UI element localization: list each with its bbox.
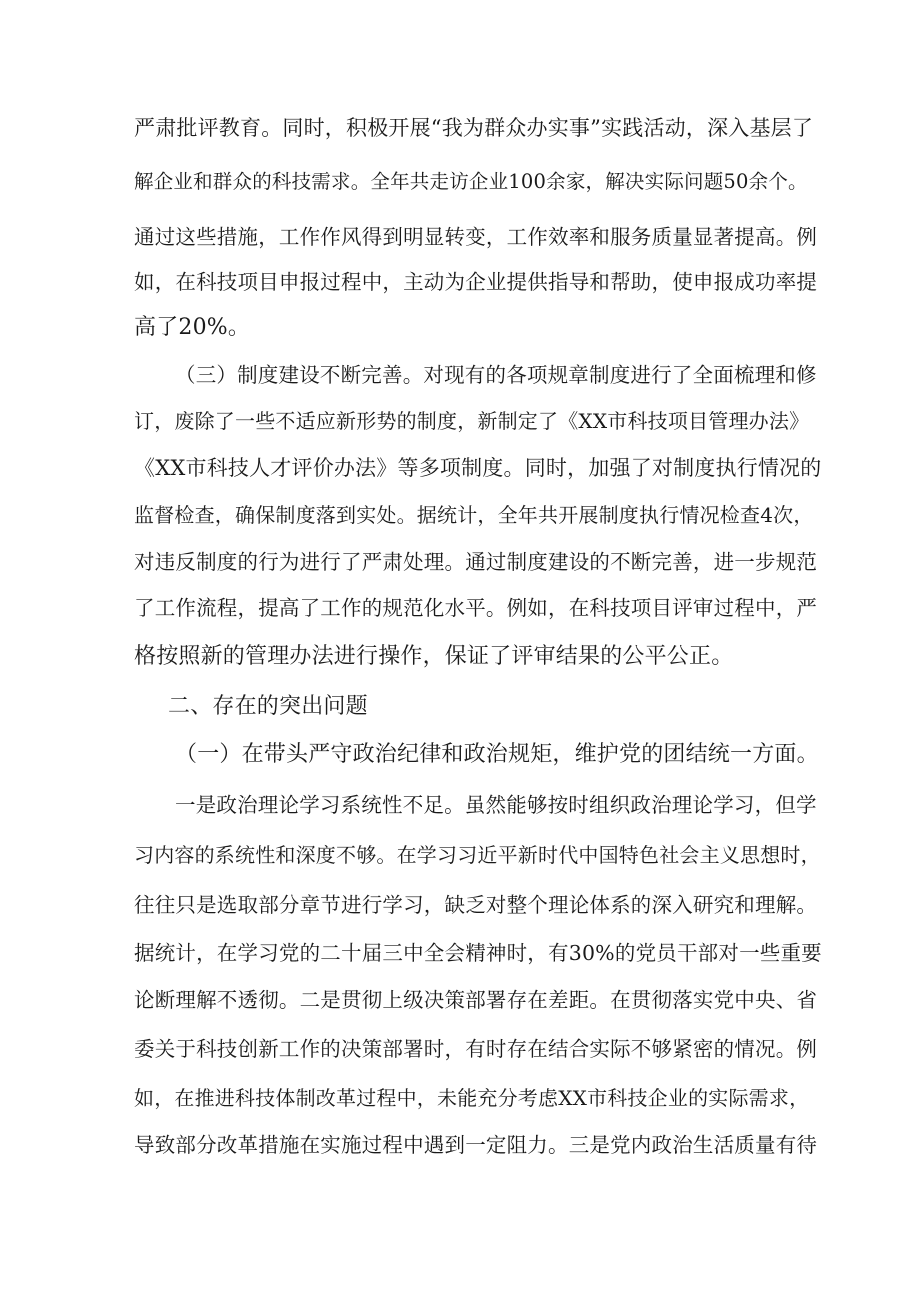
section-heading: 二、存在的突出问题: [168, 694, 368, 719]
text-line: 论断理解不透彻。二是贯彻上级决策部署存在差距。在贯彻落实党中央、省: [134, 988, 818, 1012]
text-line: 了工作流程，提高了工作的规范化水平。例如，在科技项目评审过程中，严: [134, 596, 818, 620]
text-line: 一是政治理论学习系统性不足。虽然能够按时组织政治理论学习，但学: [175, 793, 817, 817]
text-line: 订，废除了一些不适应新形势的制度，新制定了《XX市科技项目管理办法》: [134, 409, 810, 433]
text-line: 如，在科技项目申报过程中，主动为企业提供指导和帮助，使申报成功率提: [134, 270, 818, 294]
text-line: 习内容的系统性和深度不够。在学习习近平新时代中国特色社会主义思想时，: [134, 843, 821, 867]
text-line: 高了20%。: [134, 315, 251, 340]
text-line: 对违反制度的行为进行了严肃处理。通过制度建设的不断完善，进一步规范: [134, 550, 818, 574]
text-line: 监督检查，确保制度落到实处。据统计，全年共开展制度执行情况检查4次，: [134, 503, 814, 527]
text-line: 往往只是选取部分章节进行学习，缺乏对整个理论体系的深入研究和理解。: [134, 893, 818, 917]
text-line: 导致部分改革措施在实施过程中遇到一定阻力。三是党内政治生活质量有待: [134, 1133, 818, 1157]
text-line: 解企业和群众的科技需求。全年共走访企业100余家，解决实际问题50余个。: [134, 170, 808, 193]
text-line: 《XX市科技人才评价办法》等多项制度。同时，加强了对制度执行情况的: [134, 456, 822, 480]
subsection-heading: （一）在带头严守政治纪律和政治规矩，维护党的团结统一方面。: [175, 742, 819, 767]
text-line: 委关于科技创新工作的决策部署时，有时存在结合实际不够紧密的情况。例: [134, 1037, 818, 1061]
text-line: 据统计，在学习党的二十届三中全会精神时，有30%的党员干部对一些重要: [134, 941, 822, 965]
text-line: 严肃批评教育。同时，积极开展“我为群众办实事”实践活动，深入基层了: [134, 116, 814, 140]
text-line: 格按照新的管理办法进行操作，保证了评审结果的公平公正。: [134, 644, 734, 669]
text-line: 通过这些措施，工作作风得到明显转变，工作效率和服务质量显著提高。例: [134, 225, 818, 249]
text-line: （三）制度建设不断完善。对现有的各项规章制度进行了全面梳理和修: [175, 363, 817, 387]
text-line: 如，在推进科技体制改革过程中，未能充分考虑XX市科技企业的实际需求，: [134, 1086, 810, 1110]
